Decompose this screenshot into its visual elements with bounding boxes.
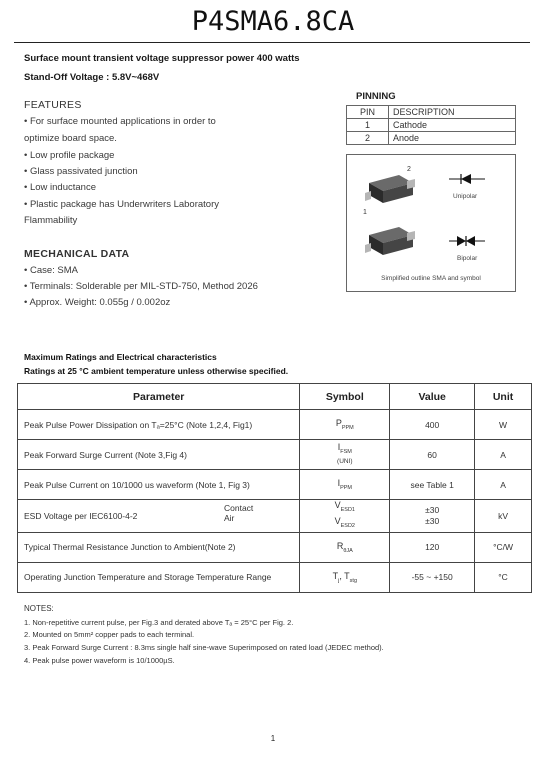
symbol-cell: $I_{PPM}$ (300, 470, 390, 500)
pin-number: 1 (347, 119, 389, 132)
feature-line: • For surface mounted applications in order to (24, 116, 216, 127)
description-header: DESCRIPTION (389, 106, 516, 119)
table-row (18, 532, 532, 562)
condition-labels: Contact Air (224, 502, 254, 523)
value-cell: 60 (390, 440, 475, 470)
value-cell: -55 ~ +150 (390, 562, 475, 592)
note-line: 2. Mounted on 5mm² copper pads to each terminal. (24, 630, 195, 639)
unit-cell: °C (475, 562, 532, 592)
symbol-cell: $P_{PPM}$ (300, 410, 390, 440)
note-line: 4. Peak pulse power waveform is 10/1000µS. (24, 656, 175, 665)
parameter-cell: Typical Thermal Resistance Junction to Ambient(Note 2) (18, 532, 300, 562)
pin-description: Cathode (389, 119, 516, 132)
value-header: Value (390, 384, 475, 410)
document-title: P4SMA6.8CA (191, 6, 355, 37)
mechanical-line: • Terminals: Solderable per MIL-STD-750, Method 2026 (24, 281, 258, 292)
features-heading: FEATURES (24, 99, 82, 111)
subtitle-voltage: Stand-Off Voltage : 5.8V~468V (24, 72, 160, 83)
unit-cell: A (475, 440, 532, 470)
note-line: 3. Peak Forward Surge Current : 8.3ms single half sine-wave Superimposed on rated load (JEDEC method). (24, 643, 384, 652)
feature-line: optimize board space. (24, 133, 117, 144)
table-row (18, 470, 532, 500)
subtitle-power: Surface mount transient voltage suppressor power 400 watts (24, 53, 300, 64)
mechanical-heading: MECHANICAL DATA (24, 248, 130, 260)
value-cell: 400 (390, 410, 475, 440)
unipolar-diode-symbol-icon (447, 171, 487, 187)
bipolar-diode-symbol-icon (447, 233, 487, 249)
unipolar-label: Unipolar (453, 193, 478, 200)
symbol-header: Symbol (300, 384, 390, 410)
unit-cell: A (475, 470, 532, 500)
page-number: 1 (270, 734, 276, 743)
note-line: 1. Non-repetitive current pulse, per Fig.3 and derated above Tₐ = 25°C per Fig. 2. (24, 618, 294, 627)
symbol-cell: $R_{\theta JA}$ (300, 532, 390, 562)
sma-package-bipolar-icon (361, 221, 417, 259)
unit-cell: kV (475, 500, 532, 533)
package-caption: Simplified outline SMA and symbol (381, 275, 481, 282)
unit-cell: °C/W (475, 532, 532, 562)
package-outline-box (346, 154, 516, 292)
title-rule (14, 42, 530, 43)
notes-heading: NOTES: (24, 604, 54, 613)
symbol-cell: $I_{FSM}$ (UNI) (300, 440, 390, 470)
pin-header: PIN (347, 106, 389, 119)
value-cell: see Table 1 (390, 470, 475, 500)
pin-1-label: 1 (363, 209, 367, 216)
table-row (18, 500, 532, 533)
table-row (18, 562, 532, 592)
feature-line: • Low inductance (24, 182, 96, 193)
pin-number: 2 (347, 132, 389, 145)
value-cell: 120 (390, 532, 475, 562)
parameter-cell: Peak Forward Surge Current (Note 3,Fig 4) (18, 440, 300, 470)
feature-line: • Glass passivated junction (24, 166, 138, 177)
pin-description: Anode (389, 132, 516, 145)
unit-header: Unit (475, 384, 532, 410)
mechanical-line: • Approx. Weight: 0.055g / 0.002oz (24, 297, 171, 308)
pinning-heading: PINNING (356, 91, 396, 102)
pin-2-label: 2 (407, 166, 411, 173)
feature-line: • Plastic package has Underwriters Laboratory (24, 199, 220, 210)
parameter-header: Parameter (18, 384, 300, 410)
feature-line: • Low profile package (24, 150, 115, 161)
ratings-subheading: Ratings at 25 °C ambient temperature unless otherwise specified. (24, 366, 289, 376)
symbol-cell: $V_{ESD1}$ $V_{ESD2}$ (300, 500, 390, 533)
table-row (18, 440, 532, 470)
bipolar-label: Bipolar (457, 255, 478, 262)
table-row (18, 410, 532, 440)
pinning-table (346, 105, 516, 145)
ratings-table (17, 383, 532, 593)
parameter-cell: Operating Junction Temperature and Storage Temperature Range (18, 562, 300, 592)
sma-package-unipolar-icon (361, 169, 417, 207)
parameter-text: ESD Voltage per IEC6100-4-2 (24, 510, 138, 521)
ratings-heading: Maximum Ratings and Electrical characteristics (24, 352, 217, 362)
symbol-cell: $T_j$, $T_{stg}$ (300, 562, 390, 592)
value-cell: ±30 ±30 (390, 500, 475, 533)
mechanical-line: • Case: SMA (24, 265, 79, 276)
unit-cell: W (475, 410, 532, 440)
feature-line: Flammability (24, 215, 78, 226)
parameter-cell: Peak Pulse Power Dissipation on Tₐ=25°C (Note 1,2,4, Fig1) (18, 410, 300, 440)
parameter-cell (18, 500, 300, 533)
parameter-cell: Peak Pulse Current on 10/1000 us waveform (Note 1, Fig 3) (18, 470, 300, 500)
